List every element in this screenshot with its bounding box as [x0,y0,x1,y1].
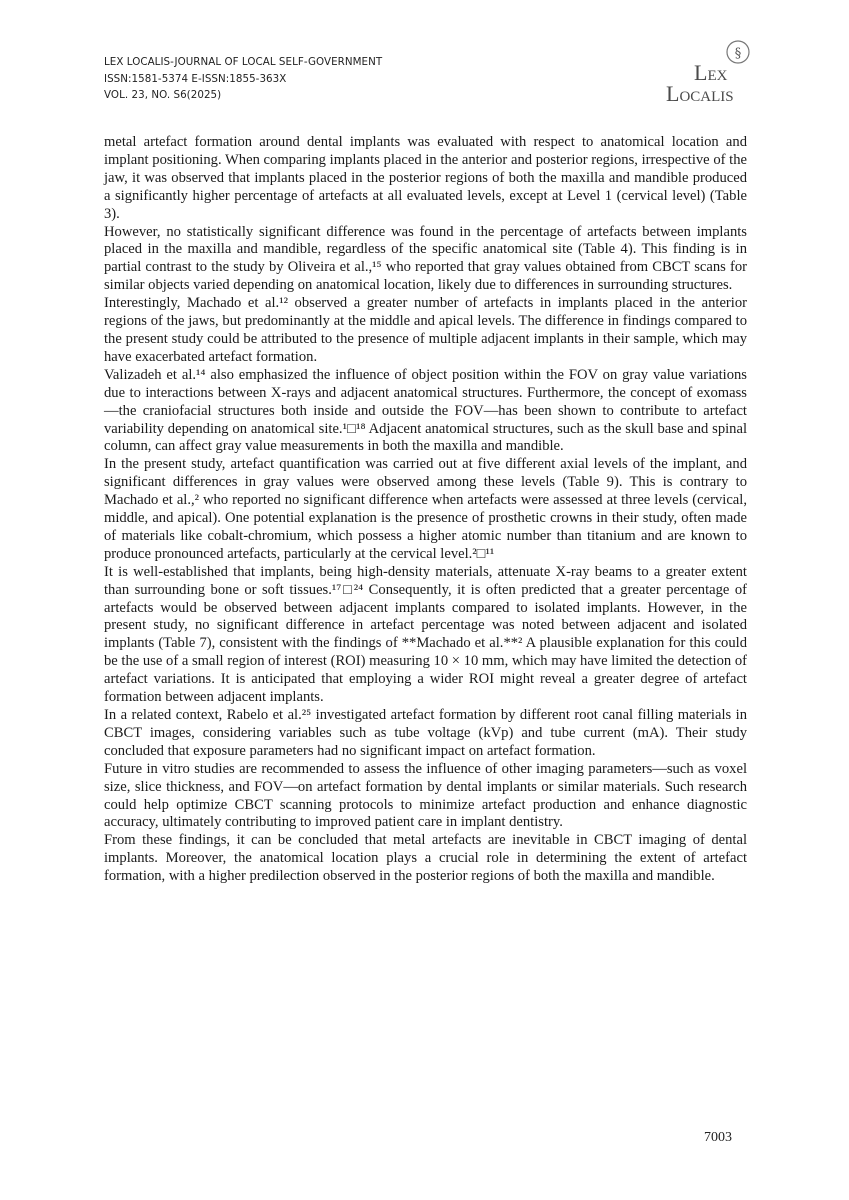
paragraph-2: However, no statistically significant difference was found in the percentage of artefacts between implants placed in the maxilla and mandible, regardless of the specific anatomical site (Table 4). This finding is in partial contrast to the study by Oliveira et al.,¹⁵ who reported that gray values obtained from CBCT scans for similar objects varied depending on anatomical location, likely due to differences in surrounding structures. [104,223,747,294]
lex-localis-logo [664,38,760,108]
lex-localis-logo-icon [664,38,760,108]
paragraph-1: metal artefact formation around dental implants was evaluated with respect to anatomical location and implant positioning. When comparing implants placed in the anterior and posterior regions, irrespective of the jaw, it was observed that implants placed in the posterior regions of both the maxilla and mandible produced a significantly higher percentage of artefacts at all evaluated levels, except at Level 1 (cervical level) (Table 3). [104,134,747,222]
logo-line-2: Localis [666,81,734,106]
journal-issn: ISSN:1581-5374 E-ISSN:1855-363X [104,72,287,85]
journal-header [104,54,382,104]
article-body [104,134,747,886]
journal-title: LEX LOCALIS-JOURNAL OF LOCAL SELF-GOVERNMENT [104,56,383,68]
journal-volume: VOL. 23, NO. S6(2025) [104,89,222,101]
paragraph-8: Future in vitro studies are recommended to assess the influence of other imaging parameters—such as voxel size, slice thickness, and FOV—on artefact formation by dental implants or similar materials. Such research could help optimize CBCT scanning protocols to minimize artefact production and enhance diagnostic accuracy, ultimately contributing to improved patient care in implant dentistry. [104,760,747,831]
paragraph-3: Interestingly, Machado et al.¹² observed a greater number of artefacts in implants placed in the anterior regions of the jaws, but predominantly at the middle and apical levels. The difference in findings compared to the present study could be attributed to the presence of multiple adjacent implants in their sample, which may have exacerbated artefact formation. [104,295,747,365]
paragraph-9: From these findings, it can be concluded that metal artefacts are inevitable in CBCT imaging of dental implants. Moreover, the anatomical location plays a crucial role in determining the extent of artefact formation, with a higher predilection observed in the posterior regions of both the maxilla and mandible. [104,832,747,885]
page-number: 7003 [704,1130,732,1145]
logo-symbol: § [734,46,742,61]
logo-line-1: Lex [694,60,728,85]
paragraph-5: In the present study, artefact quantification was carried out at five different axial levels of the implant, and significant differences in gray values were observed among these levels (Table 9). This is contrary to Machado et al.,² who reported no significant difference when artefacts were assessed at three levels (cervical, middle, and apical). One potential explanation is the presence of prosthetic crowns in their study, often made of materials like cobalt-chromium, which possess a higher atomic number than titanium and are known to produce pronounced artefacts, particularly at the cervical level.²□¹¹ [104,456,747,562]
paragraph-7: In a related context, Rabelo et al.²⁵ investigated artefact formation by different root canal filling materials in CBCT images, considering variables such as tube voltage (kVp) and tube current (mA). Their study concluded that exposure parameters had no significant impact on artefact formation. [104,707,747,759]
paragraph-6: It is well-established that implants, being high-density materials, attenuate X-ray beams to a greater extent than surrounding bone or soft tissues.¹⁷□²⁴ Consequently, it is often predicted that a greater percentage of artefacts would be observed between adjacent implants compared to isolated implants. However, in the present study, no significant difference in artefact percentage was noted between adjacent and isolated implants (Table 7), consistent with the findings of **Machado et al.**² A plausible explanation for this could be the use of a small region of interest (ROI) measuring 10 × 10 mm, which may have limited the detection of artefact variations. It is anticipated that employing a wider ROI might reveal a greater degree of artefact formation between adjacent implants. [104,563,747,706]
paragraph-4: Valizadeh et al.¹⁴ also emphasized the influence of object position within the FOV on gray value variations due to interactions between X-rays and adjacent anatomical structures. Furthermore, the concept of exomass—the craniofacial structures both inside and outside the FOV—has been shown to contribute to artefact variability depending on anatomical site.¹□¹⁸ Adjacent anatomical structures, such as the skull base and spinal column, can affect gray value measurements in both the maxilla and mandible. [104,366,747,455]
